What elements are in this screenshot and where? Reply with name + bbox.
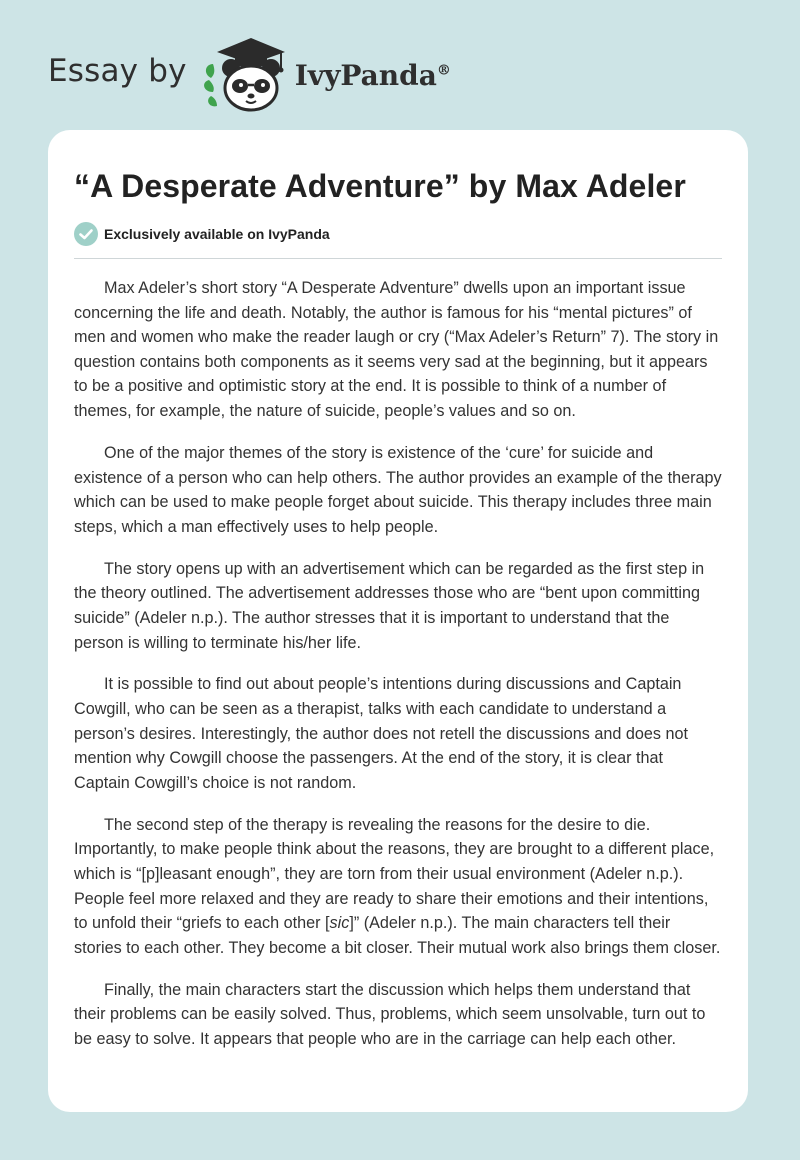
brand-name: IvyPanda® xyxy=(294,58,451,92)
essay-title: “A Desperate Adventure” by Max Adeler xyxy=(74,168,686,204)
essay-paragraph: It is possible to find out about people’s intentions during discussions and Captain Cowgill, who can be seen as a therapist, talks with each candidate to understand a person’s desires. Interestingly, the author does not retell the discussions and does not mention why Cowgill choose the passengers. At the end of the story, it is clear that Captain Cowgill’s choice is not random. xyxy=(74,675,688,792)
sic-italic: sic xyxy=(329,914,350,933)
essay-card xyxy=(48,130,748,1112)
essay-body xyxy=(74,276,722,1052)
essay-paragraph: One of the major themes of the story is existence of the ‘cure’ for suicide and existence of a person who can help others. The author provides an example of the therapy which can be used to make people forget about suicide. This therapy includes three main steps, which a man effectively uses to help people. xyxy=(74,443,722,536)
brand-prefix: Essay by xyxy=(48,53,187,89)
essay-paragraph: Max Adeler’s short story “A Desperate Adventure” dwells upon an important issue concerning the life and death. Notably, the author is famous for his “mental pictures” of men and women who make the reader laugh or cry (“Max Adeler’s Return” 7). The story in question contains both components as it seems very sad at the beginning, but it appears to be a positive and optimistic story at the end. It is possible to think of a number of themes, for example, the nature of suicide, people’s values and so on. xyxy=(74,279,719,420)
badge-text: Exclusively available on IvyPanda xyxy=(104,226,330,242)
check-circle-icon xyxy=(74,222,98,246)
panda-graduate-icon xyxy=(201,34,293,114)
divider xyxy=(74,258,722,259)
exclusive-badge xyxy=(74,220,722,248)
essay-paragraph: The second step of the therapy is revealing the reasons for the desire to die. Importantly, to make people think about the reasons, they are brought to a different place, which is “[p]leasant enough”, they are torn from their usual environment (Adeler n.p.). People feel more relaxed and they are ready to share their emotions and their intentions, to unfold their “griefs to each other [sic]” (Adeler n.p.). The main characters tell their stories to each other. They become a bit closer. Their mutual work also brings them closer. xyxy=(74,815,721,957)
site-brand[interactable] xyxy=(48,34,451,114)
essay-paragraph: The story opens up with an advertisement which can be regarded as the first step in the theory outlined. The advertisement addresses those who are “bent upon committing suicide” (Adeler n.p.). The author stresses that it is important to understand that the person is willing to terminate his/her life. xyxy=(74,559,705,652)
essay-paragraph: Finally, the main characters start the discussion which helps them understand that their problems can be easily solved. Thus, problems, which seem unsolvable, turn out to be easy to solve. It appears that people who are in the carriage can help each other. xyxy=(74,980,706,1048)
